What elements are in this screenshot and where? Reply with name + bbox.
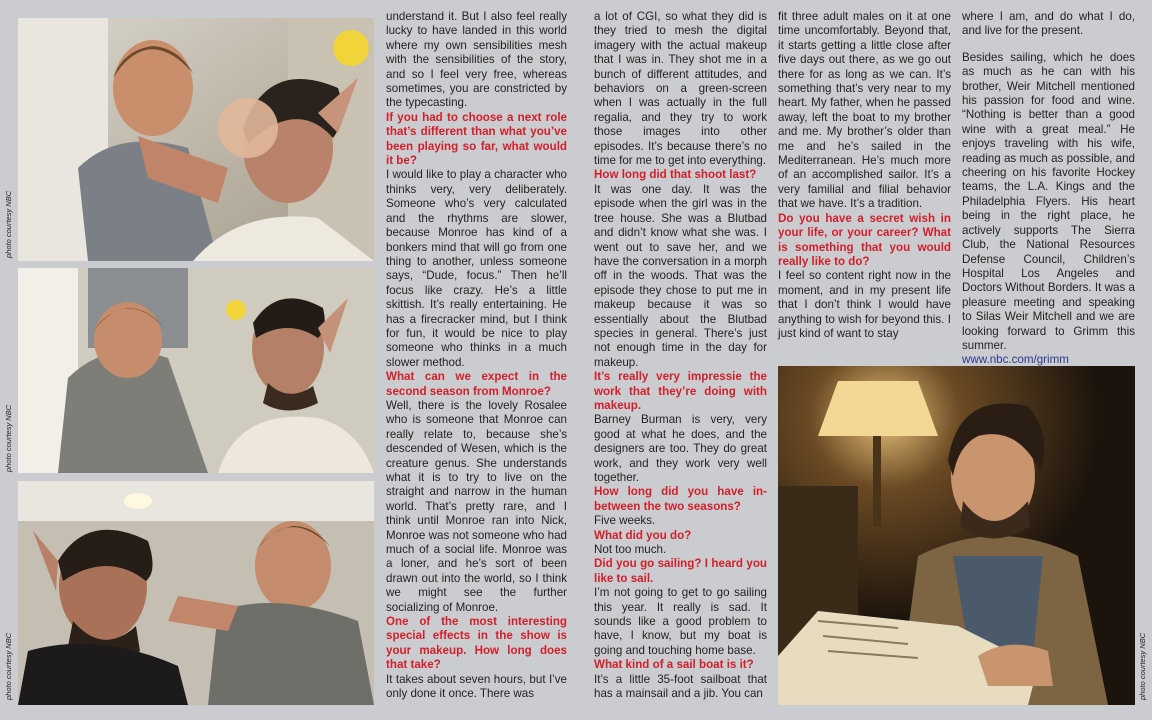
photo-credit-3: photo courtesy NBC (4, 632, 13, 700)
photo-credit-2: photo courtesy NBC (4, 404, 13, 472)
photo-credit-1: photo courtesy NBC (4, 190, 13, 258)
photo-monroe-reading (778, 366, 1135, 705)
answer-text: Not too much. (594, 543, 667, 557)
question-heading: What kind of a sail boat is it? (594, 658, 754, 672)
question-heading: Did you go sailing? I heard you like to sail. (594, 557, 767, 585)
answer-text: Well, there is the lovely Rosalee who is someone that Monroe can really relate to, because she’s descended of Wesen, which is the creature genus. She understands what it is to try to live on the straight and narrow in the human world. That’s pretty rare, and I think until Monroe ran into Nick, Monroe was not someone who had much of a social life. Monroe was a loner, and he’s sort of been drawn out into the world, so I think we might see the further socializing of Monroe. (386, 398, 567, 614)
answer-text: Five weeks. (594, 514, 656, 528)
photo-makeup-application-1 (18, 18, 374, 261)
nbc-grimm-link[interactable]: www.nbc.com/grimm (962, 353, 1069, 367)
question-heading: One of the most interesting special effects in the show is your makeup. How long does that take? (386, 615, 567, 672)
photo-makeup-application-2 (18, 268, 374, 473)
body-text: fit three adult males on it at one time uncomfortably. Beyond that, it starts getting a little close after five days out there, as we go out there for as long as we can. It’s something that’s very near to my heart. My father, when he passed away, left the boat to my brother and me. My brother’s older than me and he’s sailed in the Mediterranean. He’s much more of an accomplished sailor. It’s a very familial and filial behavior that we have. It’s a tradition. (778, 10, 951, 211)
article-column-1 (386, 10, 567, 702)
answer-text: It’s a little 35-foot sailboat that has a mainsail and a jib. You can (594, 672, 767, 701)
answer-text: I would like to play a character who thinks very, very deliberately. Someone who’s very calculated and the rhythms are slower, because Monroe has kind of a bonkers mind that will go from one thing to another, unless someone says, “Dude, focus.” Then he’ll focus like crazy. He’s a little skittish. It’s really entertaining. He has a firecracker mind, but I think for fun, it would be nice to play someone who thinks in a much slower method. (386, 168, 567, 369)
body-text: a lot of CGI, so what they did is they tried to mesh the digital imagery with the actual makeup that I was in. They shot me in a bunch of different attitudes, and behaviors on a green-screen when I was actually in the full regalia, and they try to work those images into other episodes. It’s because there’s no time for me to get into everything. (594, 10, 767, 168)
answer-text: It was one day. It was the episode when the girl was in the tree house. She was a Blutbad and didn’t know what she was. I went out to save her, and we have the conversation in a morph off in the woods. That was the episode they chose to put me in makeup because it was so essentially about the Blutbad species in general. There’s just not enough time in the day for makeup. (594, 182, 767, 369)
question-heading: What can we expect in the second season from Monroe? (386, 370, 567, 398)
body-text: understand it. But I also feel really lucky to have landed in this world where my own sensibilities mesh with the sensibilities of the story, and so I feel very free, whereas sometimes, you are constricted by the typecasting. (386, 10, 567, 110)
article-column-4 (962, 10, 1135, 368)
answer-text: It takes about seven hours, but I’ve only done it once. There was (386, 672, 567, 701)
body-text: where I am, and do what I do, and live for the present. (962, 10, 1135, 38)
question-heading: It’s really very impressie the work that they’re doing with makeup. (594, 370, 767, 412)
body-text: Besides sailing, which he does as much as he can with his brother, Weir Mitchell mentioned his passion for food and wine. “Nothing is better than a good wine with a great meal.” He enjoys traveling with his wife, reading as much as possible, and cheering on his favorite Hockey teams, the L.A. Kings and the Philadelphia Flyers. His heart being in the right place, he actively supports The Sierra Club, the National Resources Defense Council, Children’s Hospital Los Angeles and Doctors Without Borders. It was a pleasure meeting and speaking to Silas Weir Mitchell and we are looking forward to Grimm this summer. (962, 50, 1135, 352)
article-column-3 (778, 10, 951, 341)
photo-credit-4: photo courtesy NBC (1138, 632, 1147, 700)
question-heading: How long did you have in-between the two seasons? (594, 485, 767, 513)
answer-text: I feel so content right now in the moment, and in my present life that I don’t think I would have anything to wish for beyond this. I just kind of want to stay (778, 269, 951, 340)
photo-makeup-application-3 (18, 481, 374, 705)
question-heading: What did you do? (594, 528, 692, 542)
question-heading: If you had to choose a next role that’s different than what you’ve been playing so far, what would it be? (386, 110, 567, 168)
answer-text: Barney Burman is very, very good at what he does, and the designers are too. They do great work, and they work very well together. (594, 413, 767, 484)
article-column-2 (594, 10, 767, 702)
answer-text: I’m not going to get to go sailing this year. It really is sad. It sounds like a good problem to have, I know, but my boat is going and touching home base. (594, 586, 767, 657)
question-heading: Do you have a secret wish in your life, or your career? What is something that you would really like to do? (778, 211, 951, 268)
question-heading: How long did that shoot last? (594, 168, 757, 182)
